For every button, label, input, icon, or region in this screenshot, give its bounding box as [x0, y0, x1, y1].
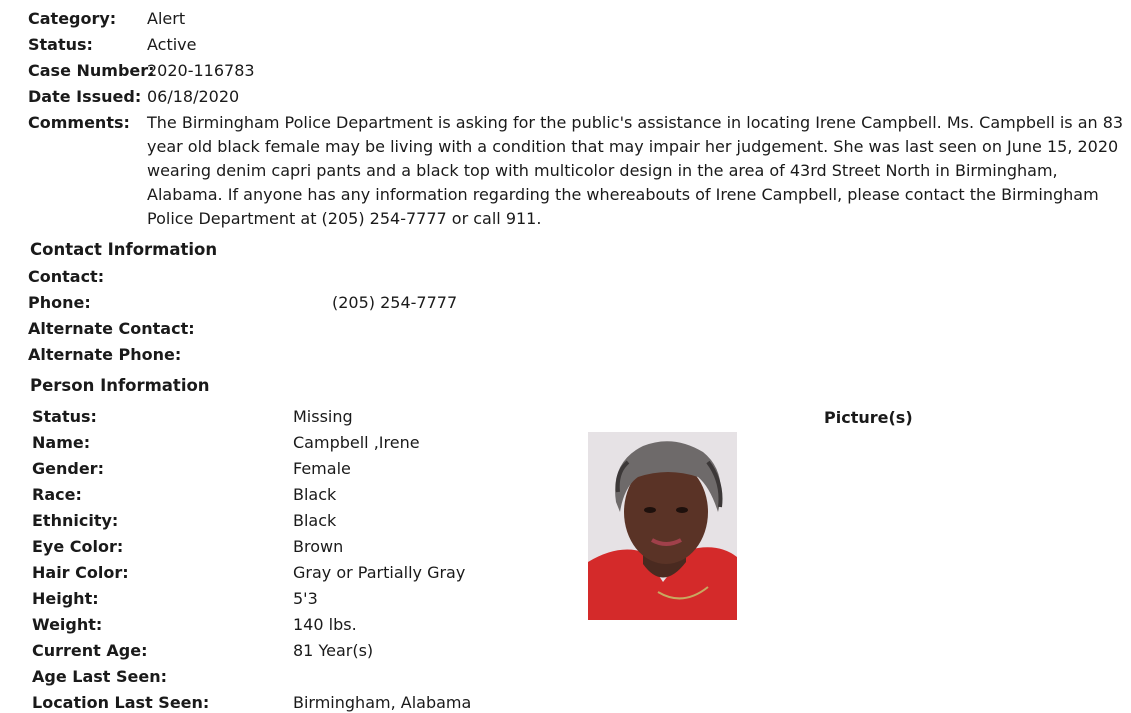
contact-heading: Contact Information — [30, 240, 218, 259]
pictures-label: Picture(s) — [824, 408, 913, 427]
gender-label: Gender: — [32, 459, 104, 478]
person-status-label: Status: — [32, 407, 97, 426]
comments-line: Alabama. If anyone has any information regarding the whereabouts of Irene Campbell, please contact the Birmingham — [147, 185, 1099, 204]
hair-color-label: Hair Color: — [32, 563, 129, 582]
height-value: 5'3 — [293, 589, 318, 608]
gender-value: Female — [293, 459, 351, 478]
name-value: Campbell ,Irene — [293, 433, 420, 452]
eye-color-value: Brown — [293, 537, 344, 556]
race-label: Race: — [32, 485, 82, 504]
status-value: Active — [147, 35, 197, 54]
hair-color-value: Gray or Partially Gray — [293, 563, 466, 582]
comments-line: The Birmingham Police Department is asking for the public's assistance in locating Irene Campbell. Ms. Campbell is an 83 — [147, 113, 1124, 132]
age-last-seen-label: Age Last Seen: — [32, 667, 168, 686]
date-issued-value: 06/18/2020 — [147, 87, 240, 106]
alternate-contact-label: Alternate Contact: — [28, 319, 195, 338]
ethnicity-value: Black — [293, 511, 337, 530]
name-label: Name: — [32, 433, 91, 452]
case-number-value: 2020-116783 — [147, 61, 255, 80]
location-last-seen-label: Location Last Seen: — [32, 693, 210, 712]
status-label: Status: — [28, 35, 93, 54]
alternate-phone-label: Alternate Phone: — [28, 345, 182, 364]
person-status-value: Missing — [293, 407, 353, 426]
person-heading: Person Information — [30, 376, 210, 395]
date-issued-label: Date Issued: — [28, 87, 142, 106]
eye-color-label: Eye Color: — [32, 537, 124, 556]
category-label: Category: — [28, 9, 117, 28]
person-photo — [588, 432, 737, 620]
current-age-label: Current Age: — [32, 641, 148, 660]
contact-label: Contact: — [28, 267, 105, 286]
weight-value: 140 lbs. — [293, 615, 357, 634]
phone-value: (205) 254-7777 — [332, 293, 458, 312]
phone-label: Phone: — [28, 293, 91, 312]
comments-line: wearing denim capri pants and a black top with multicolor design in the area of 43rd Street North in Birmingham, — [147, 161, 1058, 180]
height-label: Height: — [32, 589, 99, 608]
case-number-label: Case Number: — [28, 61, 155, 80]
weight-label: Weight: — [32, 615, 103, 634]
location-last-seen-value: Birmingham, Alabama — [293, 693, 472, 712]
ethnicity-label: Ethnicity: — [32, 511, 119, 530]
comments-line: year old black female may be living with a condition that may impair her judgement. She was last seen on June 15, 2020 — [147, 137, 1119, 156]
current-age-value: 81 Year(s) — [293, 641, 374, 660]
comments-text — [147, 111, 1127, 231]
race-value: Black — [293, 485, 337, 504]
comments-label: Comments: — [28, 113, 130, 132]
comments-line: Police Department at (205) 254-7777 or call 911. — [147, 209, 542, 228]
category-value: Alert — [147, 9, 186, 28]
